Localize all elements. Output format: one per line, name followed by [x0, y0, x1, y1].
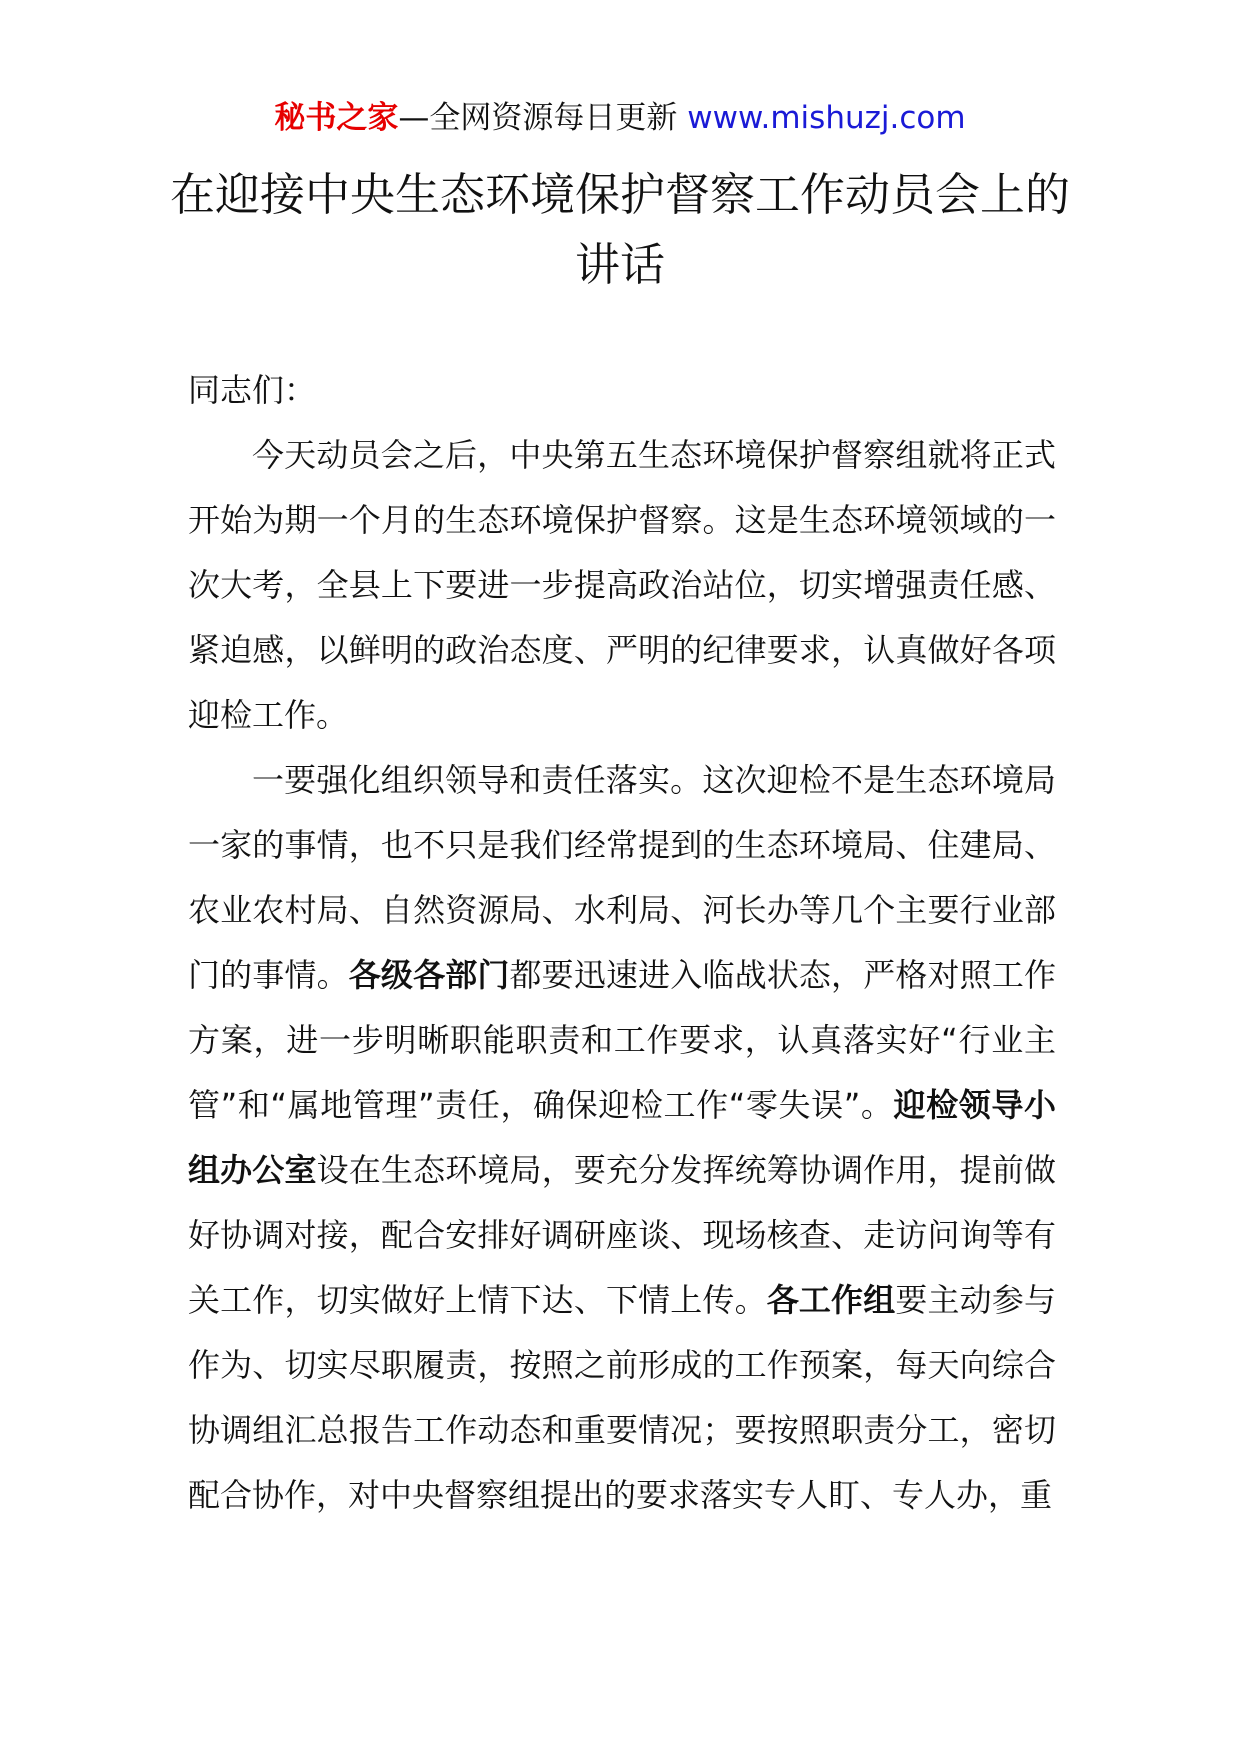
- paragraph-text: 设在生态环境局，要充分发挥统筹协调作用，提前做好协调对接，配合安排好调研座谈、现场核查、走访问询等有关工作，切实做好上情下达、下情上传。: [188, 1151, 1056, 1319]
- site-name: 秘书之家: [274, 100, 399, 136]
- bold-phrase-office: 迎检领导小组办公室: [188, 1086, 1056, 1189]
- bold-phrase-work-groups: 各工作组: [766, 1281, 896, 1319]
- salutation: 同志们：: [188, 371, 317, 409]
- paragraph-intro: 今天动员会之后，中央第五生态环境保护督察组就将正式开始为期一个月的生态环境保护督察。这是生态环境领域的一次大考，全县上下要进一步提高政治站位，切实增强责任感、紧迫感，以鲜明的政治态度、严明的纪律要求，认真做好各项迎检工作。: [188, 436, 1056, 734]
- paragraph-text: 都要迅速进入临战状态，严格对照工作方案，进一步明晰职能职责和工作要求，认真落实好“行业主管”和“属地管理”责任，确保迎检工作“零失误”。: [188, 956, 1056, 1124]
- document-title: 在迎接中央生态环境保护督察工作动员会上的讲话: [169, 168, 1070, 291]
- site-header: [0, 98, 1240, 138]
- paragraph-text: 要主动参与作为、切实尽职履责，按照之前形成的工作预案，每天向综合协调组汇总报告工作动态和重要情况；要按照职责分工，密切配合协作，对中央督察组提出的要求落实专人盯、专人办，重: [188, 1281, 1056, 1514]
- paragraph-organization: [188, 748, 1056, 1528]
- paragraph-text: 这次迎检不是生态环境局一家的事情，也不只是我们经常提到的生态环境局、住建局、农业农村局、自然资源局、水利局、河长办等几个主要行业部门的事情。: [188, 761, 1056, 994]
- document-body: [188, 358, 1056, 1528]
- site-url-link[interactable]: www.mishuzj.com: [687, 100, 966, 136]
- site-tagline: —全网资源每日更新: [398, 100, 678, 136]
- bold-phrase-departments: 各级各部门: [348, 956, 510, 994]
- paragraph-heading: 一要强化组织领导和责任落实。: [252, 761, 703, 799]
